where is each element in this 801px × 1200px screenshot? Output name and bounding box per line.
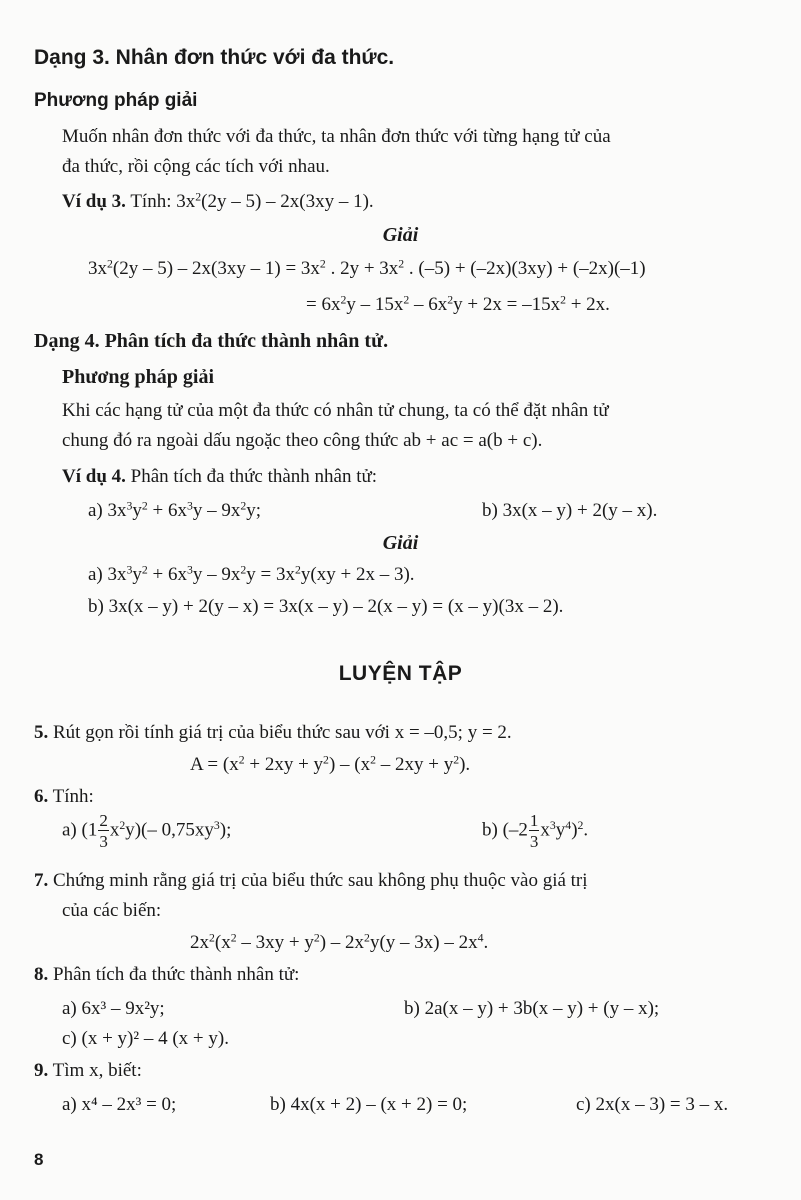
exercise-8-a: a) 6x³ – 9x²y; <box>62 998 165 1019</box>
solution-label: Giải <box>382 532 419 554</box>
example-text: Phân tích đa thức thành nhân tử: <box>130 466 378 487</box>
method-text-line-2: đa thức, rồi cộng các tích với nhau. <box>62 156 330 177</box>
exercise-text: Chứng minh rằng giá trị của biểu thức sau không phụ thuộc vào giá trị <box>53 870 588 891</box>
exercise-9-c: c) 2x(x – 3) = 3 – x. <box>576 1094 729 1115</box>
exercise-8 <box>34 964 299 986</box>
exercise-number: 9. <box>34 1060 49 1081</box>
exercise-6-a: a) (1 $\frac{2}{3}$ $x^2y)(-$ $0,75xy^3$); <box>62 811 232 851</box>
solution-label: Giải <box>382 224 419 246</box>
exercise-text: Tính: <box>52 786 94 807</box>
exercise-number: 5. <box>34 722 49 743</box>
exercise-5 <box>34 722 512 744</box>
exercise-number: 7. <box>34 870 49 891</box>
section-title-dang-3: Dạng 3. Nhân đơn thức với đa thức. <box>34 46 395 69</box>
section-title-dang-4: Dạng 4. Phân tích đa thức thành nhân tử. <box>34 330 389 352</box>
exercise-7 <box>34 870 588 892</box>
example-label: Ví dụ 3. <box>62 191 126 212</box>
method-text-line-1: Khi các hạng tử của một đa thức có nhân tử chung, ta có thể đặt nhân tử <box>62 400 609 421</box>
exercise-7-expression: $2x^2(x^2 - 3xy + y^2) - 2x^2y(y - 3x) - 2x^4$. <box>190 931 489 953</box>
exercise-8-b: b) 2a(x – y) + 3b(x – y) + (y – x); <box>404 998 660 1019</box>
example-4 <box>62 466 377 488</box>
example-label: Ví dụ 4. <box>62 466 126 487</box>
exercise-7-line-2: của các biến: <box>62 900 162 921</box>
method-title-dang-3: Phương pháp giải <box>34 90 198 111</box>
solution-line-1: $3x^2(2y - 5) - 2x(3xy - 1) = 3x^2$ . $2y + 3x^2$ . (–5) + (–2x)(3xy) + (–2x)(–1) <box>88 257 646 279</box>
exercise-text: Tìm x, biết: <box>52 1060 142 1081</box>
method-text-line-2: chung đó ra ngoài dấu ngoặc theo công thức ab + ac = a(b + c). <box>62 430 543 451</box>
method-title-dang-4: Phương pháp giải <box>62 366 215 388</box>
exercise-5-expression: $A = (x^2 + 2xy + y^2) - (x^2 - 2xy + y^2)$. <box>190 753 471 775</box>
exercise-6 <box>34 786 94 808</box>
solution-b: b) 3x(x – y) + 2(y – x) = 3x(x – y) – 2(x – y) = (x – y)(3x – 2). <box>88 596 564 617</box>
exercise-number: 8. <box>34 964 49 985</box>
exercise-9 <box>34 1060 142 1082</box>
exercise-text: Rút gọn rồi tính giá trị của biểu thức sau với x = –0,5; y = 2. <box>53 722 512 743</box>
exercise-8-c: c) (x + y)² – 4 (x + y). <box>62 1028 229 1049</box>
page-number: 8 <box>34 1150 44 1169</box>
example-4-b: b) 3x(x – y) + 2(y – x). <box>482 500 658 521</box>
solution-line-2: = $6x^2y - 15x^2 - 6x^2y + 2x = -15x^2 + 2x$. <box>306 293 610 315</box>
method-text-line-1: Muốn nhân đơn thức với đa thức, ta nhân đơn thức với từng hạng tử của <box>62 126 611 147</box>
solution-a: a) $3x^3y^2 + 6x^3y - 9x^2y = 3x^2y(xy + 2x - 3)$. <box>88 563 415 585</box>
exercise-6-b: b) (–2 $\frac{1}{3}$ $x^3y^4)^2$. <box>482 811 589 851</box>
example-3: Ví dụ 3. Tính: $3x^2(2y - 5) - 2x(3xy - 1)$. <box>62 190 374 212</box>
example-text: Tính: <box>130 191 172 212</box>
exercise-text: Phân tích đa thức thành nhân tử: <box>53 964 300 985</box>
practice-title: LUYỆN TẬP <box>338 662 463 685</box>
example-4-a: a) $3x^3y^2 + 6x^3y - 9x^2y$; <box>88 499 262 521</box>
exercise-number: 6. <box>34 786 49 807</box>
exercise-9-b: b) 4x(x + 2) – (x + 2) = 0; <box>270 1094 468 1115</box>
exercise-9-a: a) x⁴ – 2x³ = 0; <box>62 1094 177 1115</box>
